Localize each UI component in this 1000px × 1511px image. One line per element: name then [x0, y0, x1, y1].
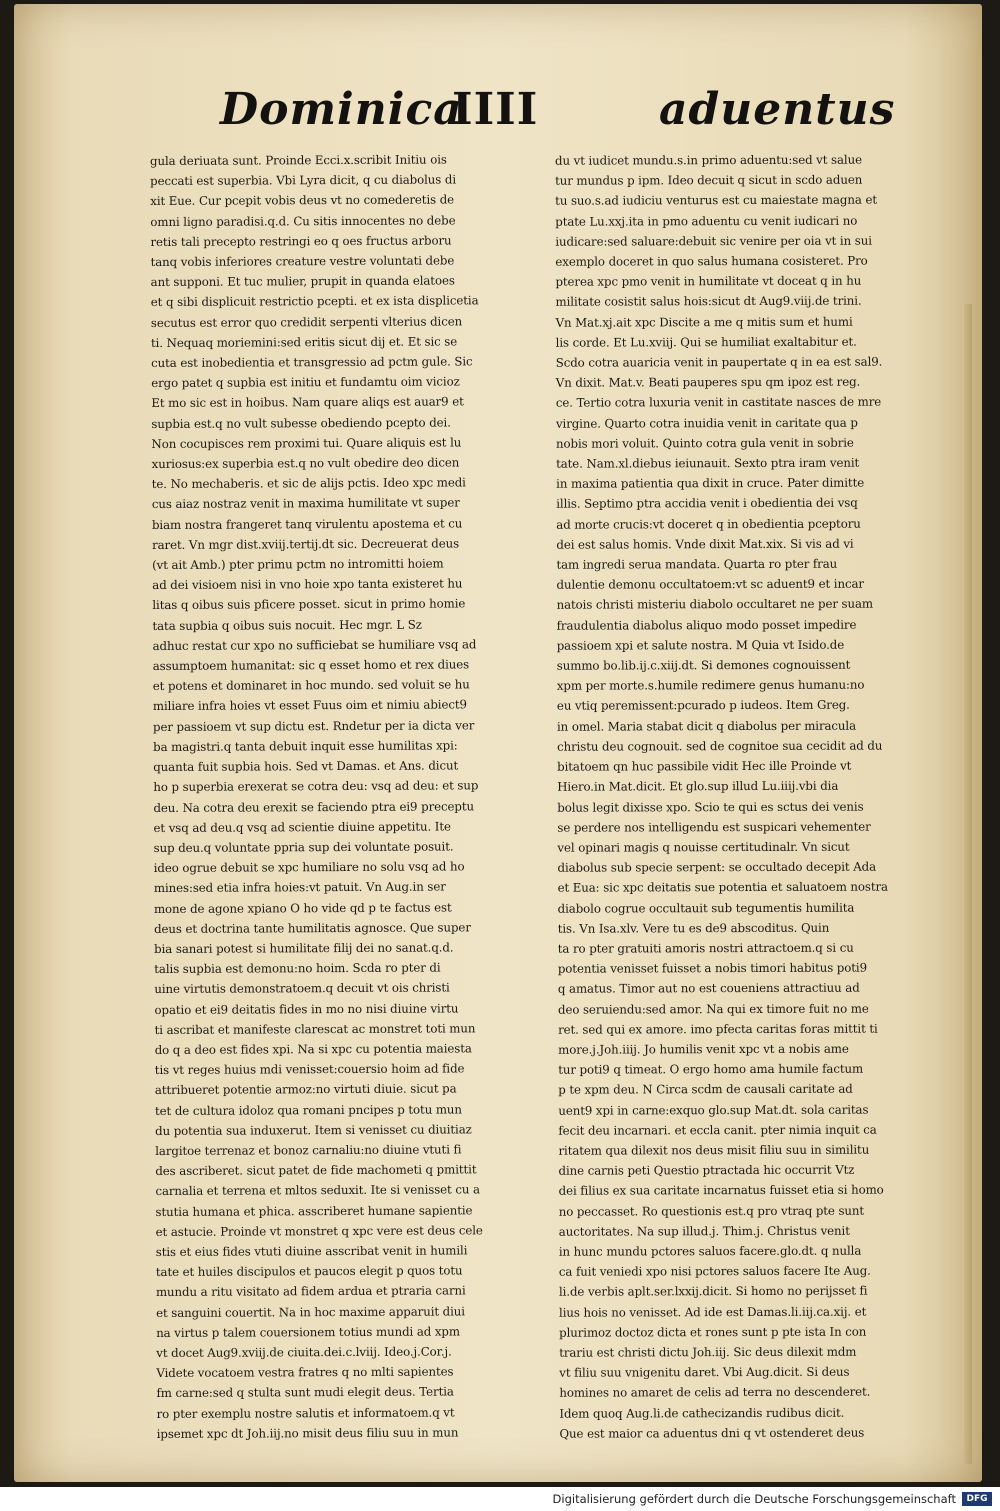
- text-line: peccati est superbia. Vbi Lyra dicit, q cu diabolus di: [150, 172, 457, 189]
- text-line: Non cocupisces rem proximi tui. Quare aliquis est lu: [151, 435, 462, 451]
- text-line: du potentia sua induxerut. Item si venisset cu diuitiaz: [155, 1122, 472, 1138]
- text-line: cus aiaz nostraz venit in maxima humilitate vt super: [151, 495, 460, 512]
- text-line: talis supbia est demonu:no hoim. Scda ro pter di: [154, 960, 441, 977]
- text-line: Et mo sic est in hoibus. Nam quare aliqs est auar9 et: [151, 394, 464, 411]
- text-line: et sanguini couertit. Na in hoc maxime apparuit diui: [156, 1303, 465, 1320]
- text-line: uine virtutis demonstratoem.q decuit vt ois christi: [154, 980, 450, 997]
- text-line: na virtus p talem couersionem totius mundi ad xpm: [156, 1324, 460, 1340]
- text-line: et potens et dominaret in hoc mundo. sed voluit se hu: [152, 677, 470, 694]
- text-line: mone de agone xpiano O ho vide qd p te factus est: [153, 899, 452, 916]
- text-line: dulentie demonu occultatoem:vt sc aduent9 et incar: [556, 576, 864, 592]
- text-line: vt docet Aug9.xviij.de ciuita.dei.c.lviij. Ideo.j.Cor.j.: [156, 1344, 452, 1360]
- text-line: illis. Septimo ptra accidia venit i obedientia dei vsq: [556, 496, 858, 512]
- left-text-column: [149, 149, 546, 1441]
- text-line: attribueret potentie armoz:no virtuti diuie. sicut pa: [154, 1081, 457, 1098]
- right-text-column: [554, 149, 957, 1441]
- text-line: tu suo.s.ad iudiciu venturus est cu maiestate magna et: [555, 192, 877, 209]
- text-line: biam nostra frangeret tanq virulentu apostema et cu: [151, 516, 463, 532]
- text-line: ta ro pter gratuiti amoris nostri attractoem.q si cu: [557, 940, 854, 956]
- text-line: tata supbia q oibus suis nocuit. Hec mgr. L Sz: [152, 617, 422, 633]
- text-line: tur mundus p ipm. Ideo decuit q sicut in scdo aduen: [555, 172, 863, 188]
- text-line: more.j.Joh.iiij. Jo humilis venit xpc vt a nobis ame: [558, 1041, 849, 1057]
- text-line: sup deu.q voluntate ppria sup dei voluntate posuit.: [153, 839, 454, 855]
- text-line: ritatem qua dilexit nos deus misit filiu suu in similitu: [558, 1142, 870, 1158]
- text-line: et astucie. Proinde vt monstret q xpc vere est deus cele: [155, 1223, 483, 1239]
- text-line: fm carne:sed q stulta sunt mudi elegit deus. Tertia: [156, 1384, 454, 1401]
- text-line: ce. Tertio cotra luxuria venit in castitate nasces de mre: [555, 394, 882, 411]
- text-line: opatio et ei9 deitatis fides in mo no nisi diuine virtu: [154, 1000, 459, 1017]
- text-line: ant supponi. Et tuc mulier, prupit in quanda elatoes: [150, 273, 455, 290]
- text-line: adhuc restat cur xpo no sufficiebat se humiliare vsq ad: [152, 637, 477, 653]
- text-line: Idem quoq Aug.li.de cathecizandis rudibus dicit.: [559, 1405, 845, 1421]
- text-line: passioem xpi et salute nostra. M Quia vt Isido.de: [556, 637, 845, 653]
- text-line: militate cosistit salus hois:sicut dt Aug9.viij.de trini.: [555, 294, 862, 310]
- text-line: Que est maior ca aduentus dni q vt ostenderet deus: [559, 1425, 865, 1441]
- text-line: ca fuit veniedi xpo nisi pctores saluos facere Ite Aug.: [558, 1263, 871, 1279]
- text-line: ba magistri.q tanta debuit inquit esse humilitas xpi:: [153, 738, 458, 754]
- text-line: vel opinari magis q nouisse certitudinalr. Vn sicut: [557, 839, 850, 855]
- text-line: mundu a ritu visitato ad fidem ardua et ptraria carni: [155, 1283, 466, 1300]
- text-line: lius hois no venisset. Ad ide est Damas.li.iij.ca.xij. et: [559, 1304, 867, 1320]
- text-line: diabolo cogrue occultauit sub tegumentis humilita: [557, 900, 855, 916]
- text-line: xpm per morte.s.humile redimere genus humanu:no: [556, 677, 865, 693]
- text-line: vt filiu suu vnigenitu daret. Vbi Aug.dicit. Si deus: [559, 1364, 850, 1380]
- text-line: summo bo.lib.ij.c.xiij.dt. Si demones cognouissent: [556, 657, 851, 673]
- text-line: deus et doctrina tante humilitatis agnosce. Que super: [154, 920, 471, 936]
- text-line: deu. Na cotra deu erexit se faciendo ptra ei9 preceptu: [153, 798, 474, 815]
- text-line: virgine. Quarto cotra inuidia venit in caritate qua p: [555, 415, 858, 431]
- text-line: tate et huiles discipulos et paucos elegit p quos totu: [155, 1263, 463, 1280]
- text-line: tate. Nam.xl.diebus ieiunauit. Sexto ptra iram venit: [556, 455, 860, 471]
- text-line: tis. Vn Isa.xlv. Vere tu es de9 abscoditus. Quin: [557, 920, 830, 936]
- text-line: diabolus sub specie serpent: se occultado decepit Ada: [557, 859, 877, 875]
- header-right: aduentus: [659, 84, 896, 135]
- text-line: ptate Lu.xxj.ita in pmo aduentu cu venit iudicari no: [555, 213, 858, 229]
- text-line: xuriosus:ex superbia est.q no vult obedire deo dicen: [151, 455, 460, 472]
- text-line: tanq vobis inferiores creature vestre voluntati debe: [150, 253, 455, 270]
- text-line: lis corde. Et Lu.xviij. Qui se humiliat exaltabitur et.: [555, 334, 857, 350]
- text-line: deo seruiendu:sed amor. Na qui ex timore fuit no me: [557, 1001, 869, 1017]
- text-line: exemplo doceret in quo salus humana cosisteret. Pro: [555, 253, 868, 269]
- text-line: Vn Mat.xj.ait xpc Discite a me q mitis sum et humi: [555, 314, 853, 330]
- text-line: li.de verbis aplt.ser.lxxij.dicit. Si homo no perijsset fi: [558, 1283, 868, 1300]
- text-line: fraudulentia diabolus aliquo modo posset impedire: [556, 617, 857, 633]
- text-line: retis tali precepto restringi eo q oes fructus arboru: [150, 233, 452, 249]
- text-line: bia sanari potest si humilitate filij dei no sanat.q.d.: [154, 940, 454, 956]
- text-line: ergo patet q supbia est initiu et fundamtu oim vicioz: [151, 374, 460, 391]
- text-line: ad morte crucis:vt doceret q in obedientia pceptoru: [556, 516, 861, 532]
- text-line: litas q oibus suis pficere posset. sicut in primo homie: [152, 596, 466, 613]
- text-line: potentia venisset fuisset a nobis timori habitus poti9: [557, 960, 868, 976]
- text-line: trariu est christi dictu Joh.iij. Sic deus dilexit mdm: [559, 1344, 857, 1360]
- text-line: cuta est inobedientia et transgressio ad pctm gule. Sic: [151, 354, 473, 371]
- text-line: ti ascribat et manifeste clarescat ac monstret toti mun: [154, 1021, 476, 1037]
- text-line: quanta fuit supbia hois. Sed vt Damas. et Ans. dicut: [153, 758, 459, 775]
- text-line: ho p superbia erexerat se cotra deu: vsq ad deu: et sup: [153, 778, 479, 795]
- text-line: te. No mechaberis. et sic de alijs pctis. Ideo xpc medi: [151, 475, 466, 492]
- text-line: stutia humana et phica. asscriberet humane sapientie: [155, 1202, 473, 1219]
- text-line: uent9 xpi in carne:exquo glo.sup Mat.dt. sola caritas: [558, 1102, 869, 1118]
- text-line: eu vtiq peremissent:pcurado p iudeos. Item Greg.: [556, 698, 850, 714]
- text-line: fecit deu incarnari. et eccla canit. pter nimia inquit ca: [558, 1122, 877, 1138]
- text-line: christu deu cognouit. sed de cognitoe sua cecidit ad du: [557, 738, 883, 754]
- text-line: stis et eius fides vtuti diuine asscribat venit in humili: [155, 1243, 468, 1259]
- text-line: mines:sed etia infra hoies:vt patuit. Vn Aug.in ser: [153, 879, 446, 896]
- text-line: ro pter exemplu nostre salutis et informatoem.q vt: [156, 1405, 455, 1421]
- text-line: per passioem vt sup dictu est. Rndetur per ia dicta ver: [152, 718, 475, 734]
- text-line: Videte vocatoem vestra fratres q no mlti sapientes: [156, 1364, 454, 1381]
- text-line: in hunc mundu pctores saluos facere.glo.dt. q nulla: [558, 1243, 862, 1259]
- text-line: tet de cultura idoloz qua romani pncipes p totu mun: [154, 1101, 462, 1118]
- text-line: natois christi misteriu diabolo occultaret ne per suam: [556, 597, 874, 613]
- text-line: homines no amaret de celis ad terra no descenderet.: [559, 1384, 871, 1401]
- text-line: ret. sed qui ex amore. imo pfecta caritas foras mittit ti: [558, 1021, 878, 1037]
- text-line: omni ligno paradisi.q.d. Cu sitis innocentes no debe: [150, 213, 456, 229]
- text-line: largitoe terrenaz et bonoz carnaliu:no diuine vtuti fi: [155, 1142, 462, 1158]
- text-line: des ascriberet. sicut patet de fide machometi q pmittit: [155, 1162, 477, 1179]
- text-line: secutus est error quo credidit serpenti vlterius dicen: [150, 314, 463, 330]
- text-line: carnalia et terrena et mltos seduxit. Ite si venisset cu a: [155, 1182, 480, 1199]
- text-line: in maxima patientia qua dixit in cruce. Pater dimitte: [556, 475, 865, 491]
- text-line: et q sibi displicuit restrictio pcepti. et ex ista displicetia: [150, 293, 479, 310]
- funding-notice: Digitalisierung gefördert durch die Deutsche Forschungsgemeinschaft: [552, 1492, 956, 1506]
- text-line: pterea xpc pmo venit in humilitate vt doceat q in hu: [555, 273, 862, 289]
- text-line: raret. Vn mgr dist.xviij.tertij.dt sic. Decreuerat deus: [152, 536, 460, 552]
- text-line: et vsq ad deu.q vsq ad scientie diuine appetitu. Ite: [153, 819, 451, 835]
- text-line: ad dei visioem nisi in vno hoie xpo tanta existeret hu: [152, 576, 463, 593]
- text-line: no peccasset. Ro questionis est.q pro vtraq pte sunt: [558, 1203, 865, 1219]
- text-line: q amatus. Timor aut no est coueniens attractiuu ad: [557, 980, 860, 997]
- text-line: tam ingredi serua mandata. Quarta ro pter frau: [556, 556, 838, 572]
- text-line: iudicare:sed saluare:debuit sic venire per oia vt in sui: [555, 233, 872, 249]
- text-line: do q a deo est fides xpi. Na si xpc cu potentia maiesta: [154, 1041, 472, 1057]
- running-header: [14, 84, 982, 144]
- text-line: et Eua: sic xpc deitatis sue potentia et saluatoem nostra: [557, 879, 889, 896]
- text-line: du vt iudicet mundu.s.in primo aduentu:sed vt salue: [554, 152, 862, 168]
- footer-bar: [0, 1487, 1000, 1511]
- text-line: Scdo cotra auaricia venit in paupertate q in ea est sal9.: [555, 354, 883, 370]
- text-line: dine carnis peti Questio ptractada hic occurrit Vtz: [558, 1162, 855, 1178]
- text-line: ti. Nequaq moriemini:sed eritis sicut dij et. Et sic se: [150, 334, 458, 350]
- text-line: bitatoem qn huc passibile vidit Hec ille Proinde vt: [557, 758, 852, 774]
- header-left: Dominica: [220, 84, 463, 135]
- text-line: p te xpm deu. N Circa scdm de causali caritate ad: [558, 1082, 853, 1098]
- book-page: [14, 4, 982, 1482]
- text-line: auctoritates. Na sup illud.j. Thim.j. Christus venit: [558, 1223, 850, 1239]
- dfg-logo: DFG: [962, 1492, 992, 1506]
- text-line: dei est salus homis. Vnde dixit Mat.xix. Si vis ad vi: [556, 536, 854, 552]
- header-middle: IIII: [452, 84, 539, 135]
- text-line: in omel. Maria stabat dicit q diabolus per miracula: [556, 718, 857, 734]
- text-line: nobis mori voluit. Quinto cotra gula venit in sobrie: [555, 435, 854, 451]
- text-line: miliare infra hoies vt esset Fuus oim et nimiu abiect9: [152, 697, 467, 714]
- text-line: supbia est.q no vult subesse obediendo pcepto dei.: [151, 415, 451, 431]
- text-line: dei filius ex sua caritate incarnatus fuisset etia si homo: [558, 1182, 884, 1199]
- text-line: assumptoem humanitat: sic q esset homo et rex diues: [152, 657, 470, 674]
- text-line: plurimoz doctoz dicta et rones sunt p pte ista In con: [559, 1324, 867, 1340]
- text-line: ideo ogrue debuit se xpc humiliare no solu vsq ad ho: [153, 859, 465, 876]
- text-line: Vn dixit. Mat.v. Beati pauperes spu qm ipoz est reg.: [555, 374, 861, 390]
- page-edge-shadow: [964, 304, 972, 1464]
- text-line: tis vt reges huius mdi venisset:couersio hoim ad fide: [154, 1061, 465, 1078]
- text-line: Hiero.in Mat.dicit. Et glo.sup illud Lu.iiij.vbi dia: [557, 779, 839, 794]
- text-line: gula deriuata sunt. Proinde Ecci.x.scribit Initiu ois: [149, 152, 447, 169]
- text-line: ipsemet xpc dt Joh.iij.no misit deus filiu suu in mun: [156, 1425, 459, 1441]
- text-line: (vt ait Amb.) pter primu pctm no intromitti hoiem: [152, 556, 444, 573]
- text-line: xit Eue. Cur pcepit vobis deus vt no comederetis de: [150, 192, 455, 209]
- text-line: tur poti9 q timeat. O ergo homo ama humile factum: [558, 1061, 864, 1077]
- text-line: bolus legit dixisse xpo. Scio te qui es sctus dei venis: [557, 799, 864, 815]
- text-line: se perdere nos intelligendu est suspicari vehementer: [557, 819, 871, 835]
